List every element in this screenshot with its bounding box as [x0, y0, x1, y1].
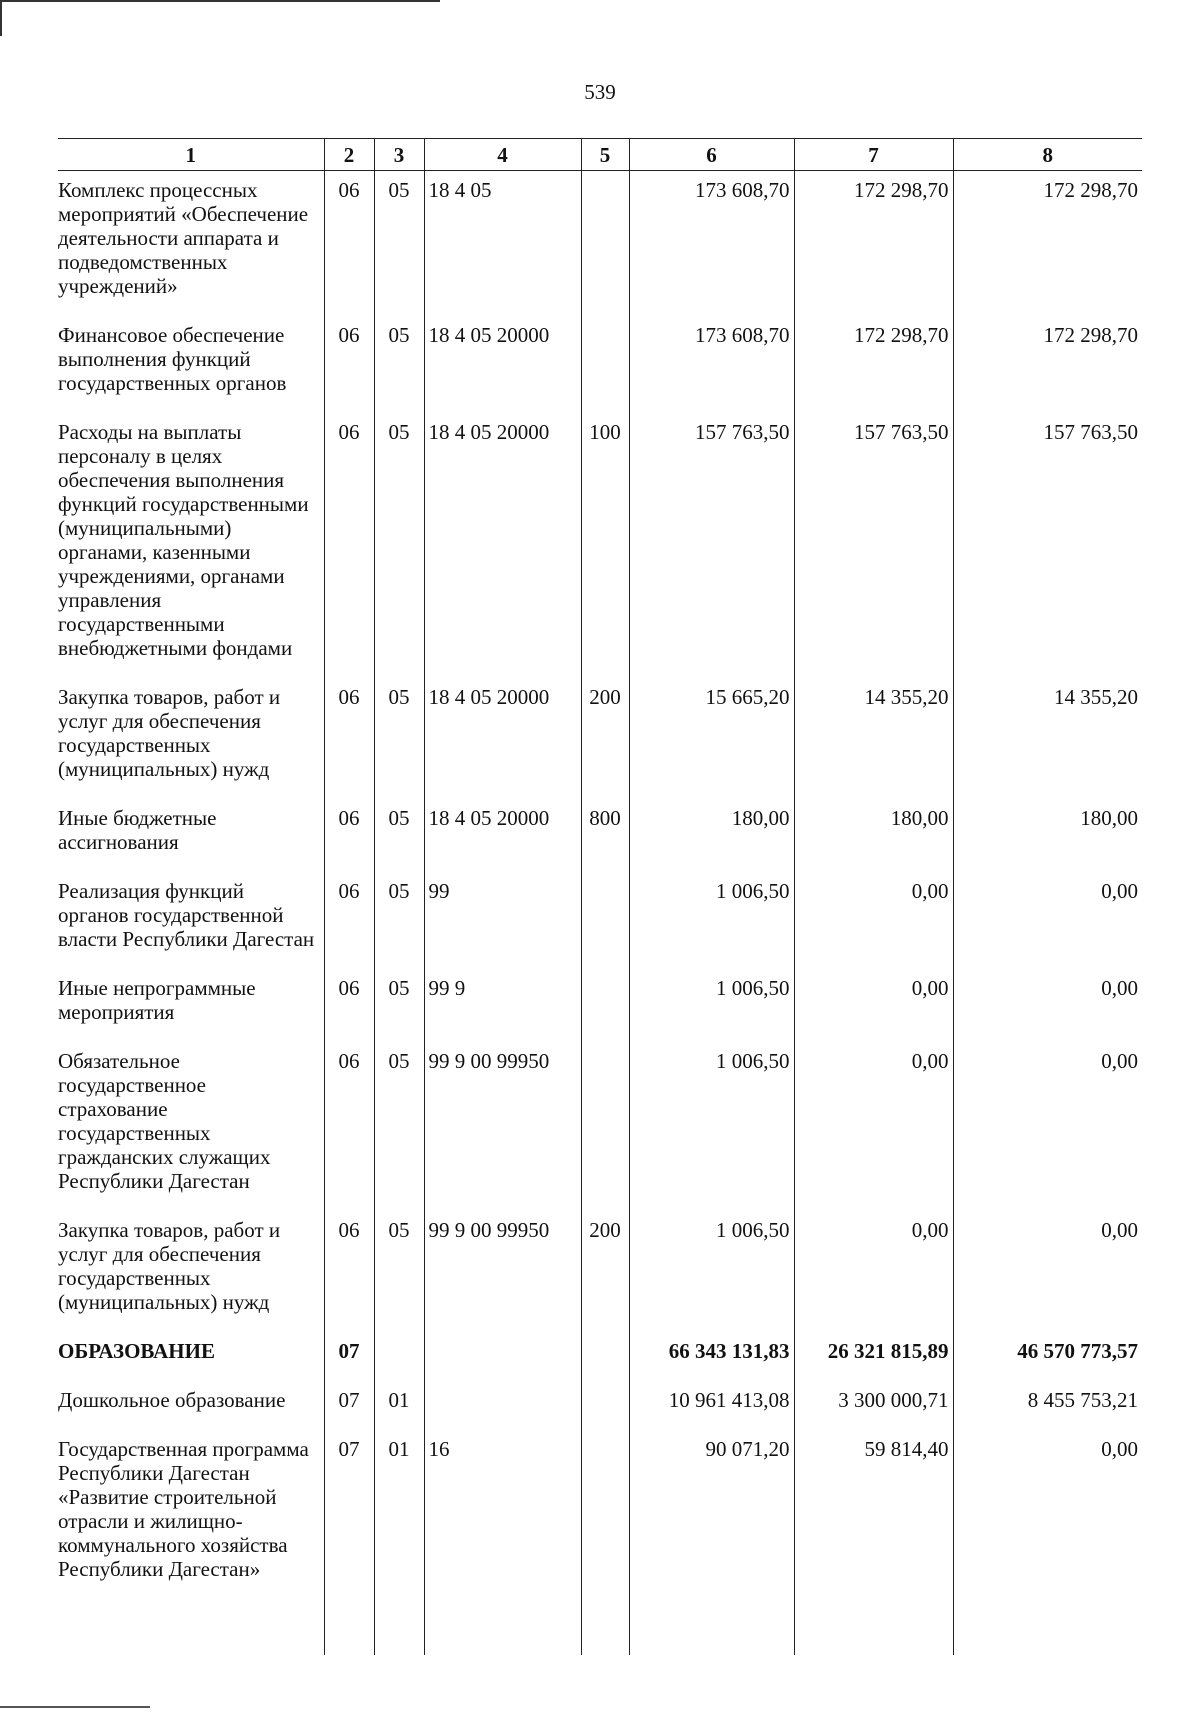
target-article-code: 99 9: [424, 969, 581, 1042]
column-header-4: 4: [424, 139, 581, 171]
amount-col7: 180,00: [794, 799, 953, 872]
amount-col7: 0,00: [794, 1211, 953, 1332]
amount-col8: 172 298,70: [953, 171, 1142, 317]
target-article-code: [424, 1381, 581, 1430]
table-row: [58, 316, 1142, 413]
subsection-code: 05: [374, 799, 424, 872]
column-header-5: 5: [581, 139, 629, 171]
scan-edge-bottom: [0, 1706, 150, 1708]
row-name: Расходы на выплаты персоналу в целях обеспечения выполнения функций государственными (муниципальными) органами, казенными учреждениями, органами управления государственными внебюджетными фондами: [58, 420, 309, 660]
column-header-8: 8: [953, 139, 1142, 171]
subsection-code: 05: [374, 1211, 424, 1332]
amount-col6: 10 961 413,08: [629, 1381, 794, 1430]
subsection-code: 05: [374, 678, 424, 799]
subsection-code: [374, 1332, 424, 1381]
amount-col7: 14 355,20: [794, 678, 953, 799]
expense-type-code: [581, 969, 629, 1042]
row-name: Государственная программа Республики Дагестан «Развитие строительной отрасли и жилищно-коммунального хозяйства Республики Дагестан»: [58, 1437, 309, 1581]
amount-col6: 66 343 131,83: [629, 1332, 794, 1381]
expense-type-code: 200: [581, 1211, 629, 1332]
row-name: Комплекс процессных мероприятий «Обеспечение деятельности аппарата и подведомственных учреждений»: [58, 178, 309, 298]
expense-type-code: [581, 1430, 629, 1655]
row-name: Дошкольное образование: [58, 1388, 286, 1412]
subsection-code: 05: [374, 171, 424, 317]
subsection-code: 05: [374, 413, 424, 678]
table-row: [58, 969, 1142, 1042]
amount-col7: 172 298,70: [794, 171, 953, 317]
column-header-1: 1: [58, 139, 324, 171]
subsection-code: 05: [374, 1042, 424, 1211]
section-code: 07: [324, 1332, 374, 1381]
header-row: [58, 139, 1142, 171]
target-article-code: 16: [424, 1430, 581, 1655]
table-row: [58, 413, 1142, 678]
amount-col7: 172 298,70: [794, 316, 953, 413]
amount-col8: 157 763,50: [953, 413, 1142, 678]
amount-col8: 0,00: [953, 969, 1142, 1042]
amount-col8: 180,00: [953, 799, 1142, 872]
row-name: Иные непрограммные мероприятия: [58, 976, 256, 1024]
expense-type-code: [581, 872, 629, 969]
row-name: Закупка товаров, работ и услуг для обеспечения государственных (муниципальных) нужд: [58, 685, 281, 781]
section-code: 06: [324, 171, 374, 317]
amount-col8: 0,00: [953, 1430, 1142, 1655]
subsection-code: 01: [374, 1381, 424, 1430]
section-code: 06: [324, 1042, 374, 1211]
column-header-2: 2: [324, 139, 374, 171]
table-row: [58, 799, 1142, 872]
page-number: 539: [584, 80, 616, 104]
expense-type-code: [581, 1042, 629, 1211]
amount-col8: 0,00: [953, 1042, 1142, 1211]
amount-col6: 173 608,70: [629, 171, 794, 317]
section-code: 07: [324, 1381, 374, 1430]
table-row: [58, 872, 1142, 969]
row-name: Обязательное государственное страхование государственных гражданских служащих Республики Дагестан: [58, 1049, 271, 1193]
row-name: Финансовое обеспечение выполнения функций государственных органов: [58, 323, 287, 395]
section-code: 06: [324, 413, 374, 678]
section-code: 06: [324, 872, 374, 969]
amount-col8: 172 298,70: [953, 316, 1142, 413]
row-name: Иные бюджетные ассигнования: [58, 806, 217, 854]
expense-type-code: 100: [581, 413, 629, 678]
subsection-code: 05: [374, 872, 424, 969]
target-article-code: 99 9 00 99950: [424, 1042, 581, 1211]
section-code: 06: [324, 316, 374, 413]
expense-type-code: 200: [581, 678, 629, 799]
amount-col7: 0,00: [794, 1042, 953, 1211]
section-code: 06: [324, 1211, 374, 1332]
row-name: Реализация функций органов государственной власти Республики Дагестан: [58, 879, 315, 951]
budget-table: [58, 138, 1142, 1655]
table-row-section-total: [58, 1332, 1142, 1381]
amount-col7: 0,00: [794, 969, 953, 1042]
expense-type-code: [581, 1381, 629, 1430]
column-header-6: 6: [629, 139, 794, 171]
table-row: [58, 678, 1142, 799]
table-row: [58, 1381, 1142, 1430]
target-article-code: 18 4 05 20000: [424, 799, 581, 872]
subsection-code: 05: [374, 969, 424, 1042]
amount-col8: 0,00: [953, 872, 1142, 969]
section-code: 06: [324, 969, 374, 1042]
amount-col6: 1 006,50: [629, 1211, 794, 1332]
row-name: Закупка товаров, работ и услуг для обеспечения государственных (муниципальных) нужд: [58, 1218, 281, 1314]
table-row: [58, 1211, 1142, 1332]
amount-col6: 1 006,50: [629, 1042, 794, 1211]
amount-col8: 0,00: [953, 1211, 1142, 1332]
expense-type-code: [581, 316, 629, 413]
target-article-code: 99 9 00 99950: [424, 1211, 581, 1332]
expense-type-code: [581, 1332, 629, 1381]
amount-col7: 157 763,50: [794, 413, 953, 678]
table-row: [58, 1042, 1142, 1211]
section-code: 07: [324, 1430, 374, 1655]
expense-type-code: 800: [581, 799, 629, 872]
target-article-code: 18 4 05 20000: [424, 678, 581, 799]
column-header-3: 3: [374, 139, 424, 171]
amount-col6: 173 608,70: [629, 316, 794, 413]
amount-col8: 46 570 773,57: [953, 1332, 1142, 1381]
table-row: [58, 171, 1142, 317]
target-article-code: [424, 1332, 581, 1381]
expense-type-code: [581, 171, 629, 317]
target-article-code: 18 4 05 20000: [424, 413, 581, 678]
target-article-code: 18 4 05: [424, 171, 581, 317]
section-code: 06: [324, 678, 374, 799]
table-row: [58, 1430, 1142, 1655]
amount-col8: 14 355,20: [953, 678, 1142, 799]
amount-col6: 1 006,50: [629, 872, 794, 969]
amount-col8: 8 455 753,21: [953, 1381, 1142, 1430]
target-article-code: 18 4 05 20000: [424, 316, 581, 413]
column-header-7: 7: [794, 139, 953, 171]
section-code: 06: [324, 799, 374, 872]
target-article-code: 99: [424, 872, 581, 969]
amount-col6: 157 763,50: [629, 413, 794, 678]
amount-col6: 15 665,20: [629, 678, 794, 799]
subsection-code: 05: [374, 316, 424, 413]
amount-col7: 26 321 815,89: [794, 1332, 953, 1381]
amount-col6: 90 071,20: [629, 1430, 794, 1655]
scan-edge-left: [0, 0, 2, 36]
amount-col6: 1 006,50: [629, 969, 794, 1042]
amount-col7: 59 814,40: [794, 1430, 953, 1655]
scan-edge-top: [0, 0, 440, 2]
amount-col7: 0,00: [794, 872, 953, 969]
amount-col6: 180,00: [629, 799, 794, 872]
subsection-code: 01: [374, 1430, 424, 1655]
row-name: ОБРАЗОВАНИЕ: [58, 1339, 215, 1363]
amount-col7: 3 300 000,71: [794, 1381, 953, 1430]
